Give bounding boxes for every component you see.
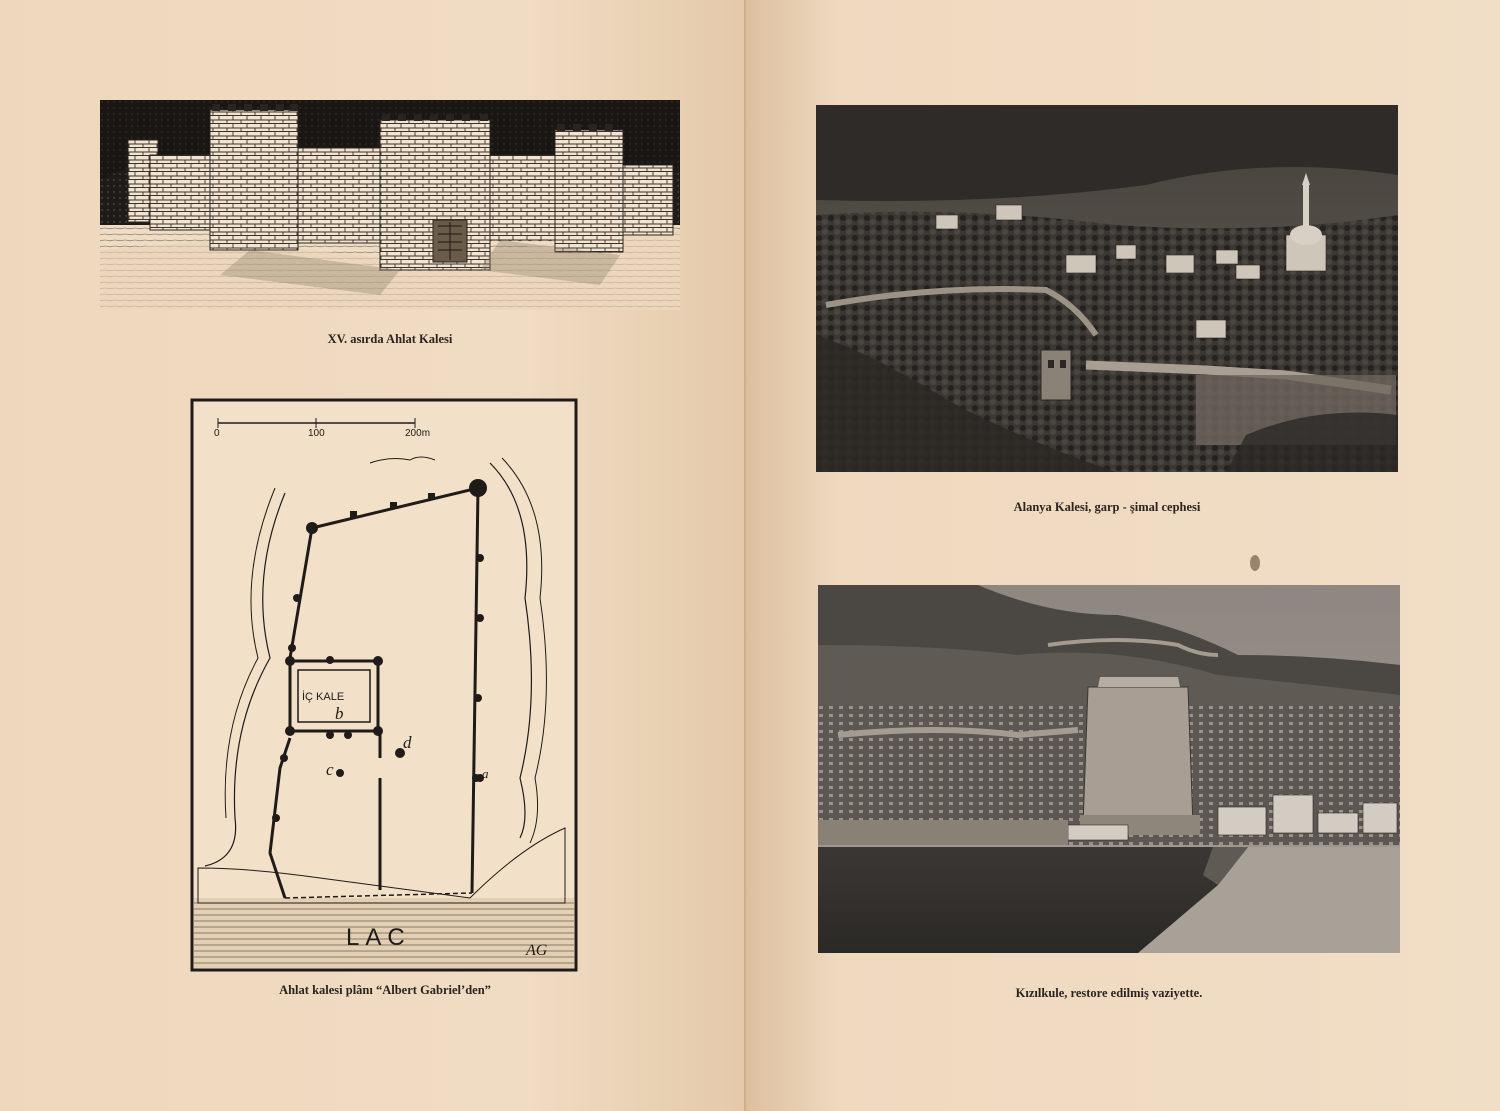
label-b: b [335,704,344,723]
right-page [748,0,1500,1111]
label-c: c [326,760,334,779]
ahlat-plan-drawing [190,398,580,973]
label-lake: LAC [346,924,411,951]
scale-label-200: 200m [405,428,431,439]
label-inner-castle: İÇ KALE [302,691,345,703]
signature-mark: AG [526,942,548,959]
caption-ahlat-plan: Ahlat kalesi plânı “Albert Gabriel’den” [279,983,491,997]
caption-alanya-photo: Alanya Kalesi, garp - şimal cephesi [1013,500,1201,514]
caption-kizilkule-photo: Kızılkule, restore edilmiş vaziyette. [1015,986,1203,1000]
ahlat-castle-drawing [100,100,680,310]
label-a: a [482,766,489,781]
scale-label-0: 0 [214,428,220,439]
left-page [0,0,748,1111]
label-d: d [403,733,412,752]
scale-label-100: 100 [308,428,325,439]
caption-ahlat-drawing: XV. asırda Ahlat Kalesi [327,332,453,346]
alanya-castle-photo [816,105,1398,472]
kizilkule-photo [818,585,1400,953]
paper-stain [1250,555,1260,571]
